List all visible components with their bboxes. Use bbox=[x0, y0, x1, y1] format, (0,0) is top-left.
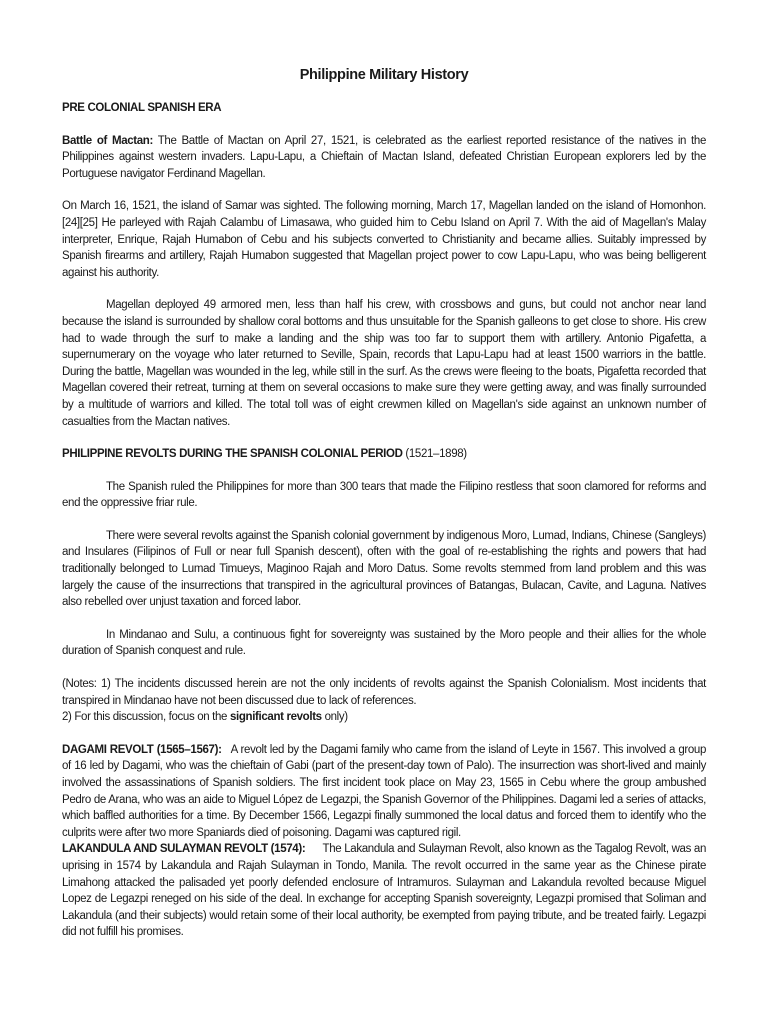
dagami-revolt-text: A revolt led by the Dagami family who came from the island of Leyte in 1567. This involved a group of 16 led by Dagami, who was the chieftain of Gabi (part of the present-day town of Palo). The insurrection was short-lived and mainly involved the assassinations of Spanish soldiers. The first incident took place on May 23, 1565 in Cebu where the group ambushed Pedro de Arana, who was an aide to Miguel López de Legazpi, the Spanish Governor of the Philippines. Dagami led a series of attacks, which baffled authorities for a time. By December 1566, Legazpi finally summoned the local datus and forced them to identify who the culprits were after two more Spaniards died of poisoning. Dagami was captured rigil. bbox=[62, 743, 709, 839]
dagami-revolt-lead: DAGAMI REVOLT (1565–1567): bbox=[62, 743, 222, 756]
section-heading-pre-colonial: PRE COLONIAL SPANISH ERA bbox=[62, 102, 222, 114]
paragraph-battle-of-mactan bbox=[62, 133, 706, 183]
note-1: (Notes: 1) The incidents discussed herein are not the only incidents of revolts against the Spanish Colonialism. Most incidents that transpired in Mindanao have not been discussed due to lack of references. bbox=[62, 678, 706, 707]
note-2-emphasis: significant revolts bbox=[229, 711, 322, 724]
lakandula-revolt-text: The Lakandula and Sulayman Revolt, also known as the Tagalog Revolt, was an uprising in 1574 by Lakandula and Rajah Sulayman in Tondo, Manila. The revolt occurred in the same year as the Chinese pirate Limahong attacked the palisaded yet poorly defended enclosure of Intramuros. Sulayman and Lakandula revolted because Miguel Lopez de Legazpi reneged on his side of the deal. In exchange for accepting Spanish sovereignty, Legazpi promised that Soliman and Lakandula (and their subjects) would retain some of their local authority, be exempted from paying tribute, and be treated fairly. Legazpi did not fulfill his promises. bbox=[62, 843, 709, 939]
paragraph-samar-sighted: On March 16, 1521, the island of Samar was sighted. The following morning, March 17, Magellan landed on the island of Homonhon.[24][25] He parleyed with Rajah Calambu of Limasawa, who guided him to Cebu Island on April 7. With the aid of Magellan's Malay interpreter, Enrique, Rajah Humabon of Cebu and his subjects converted to Christianity and became allies. Suitably impressed by Spanish firearms and artillery, Rajah Humabon suggested that Magellan project power to cow Lapu-Lapu, who was being belligerent against his authority. bbox=[62, 200, 706, 279]
notes-block bbox=[62, 676, 706, 726]
revolts-heading-text: PHILIPPINE REVOLTS DURING THE SPANISH COLONIAL PERIOD bbox=[62, 448, 403, 461]
battle-of-mactan-lead: Battle of Mactan: bbox=[62, 134, 153, 147]
lakandula-revolt-lead: LAKANDULA AND SULAYMAN REVOLT (1574): bbox=[62, 843, 306, 856]
paragraph-mindanao-sulu: In Mindanao and Sulu, a continuous fight for sovereignty was sustained by the Moro people and their allies for the whole duration of Spanish conquest and rule. bbox=[62, 628, 706, 658]
paragraph-lakandula-revolt bbox=[62, 841, 709, 941]
revolt-entries bbox=[62, 742, 709, 941]
note-2-suffix: only) bbox=[321, 711, 348, 724]
paragraph-dagami-revolt bbox=[62, 742, 709, 842]
paragraph-magellan-deployment: Magellan deployed 49 armored men, less than half his crew, with crossbows and guns, but could not anchor near land because the island is surrounded by shallow coral bottoms and thus unsuitable for the Spanish galleons to get close to shore. His crew had to wade through the surf to make a landing and the ship was too far to support them with artillery. Antonio Pigafetta, a supernumerary on the voyage who later returned to Seville, Spain, records that Lapu-Lapu had at least 1500 warriors in the battle. During the battle, Magellan was wounded in the leg, while still in the surf. As the crews were fleeing to the boats, Pigafetta recorded that Magellan covered their retreat, turning at them on several occasions to make sure they were getting away, and was finally surrounded by a multitude of warriors and killed. The total toll was of eight crewmen killed on Magellan's side against an unknown number of casualties from the Mactan natives. bbox=[62, 299, 706, 428]
revolts-heading-range: (1521–1898) bbox=[402, 448, 467, 461]
paragraph-several-revolts: There were several revolts against the Spanish colonial government by indigenous Moro, Lumad, Indians, Chinese (Sangleys) and Insulares (Filipinos of Full or near full Spanish descent), often with the goal of re-establishing the rights and powers that had traditionally belonged to Lumad Timueys, Maginoo Rajah and Moro Datus. Some revolts stemmed from land problem and this was largely the cause of the insurrections that transpired in the agricultural provinces of Batangas, Bulacan, Cavite, and Laguna. Natives also rebelled over unjust taxation and forced labor. bbox=[62, 529, 706, 609]
section-heading-revolts bbox=[62, 446, 706, 463]
note-2 bbox=[62, 709, 706, 726]
document-title: Philippine Military History bbox=[299, 67, 469, 83]
battle-of-mactan-text: The Battle of Mactan on April 27, 1521, is celebrated as the earliest reported resistance of the natives in the Philippines against western invaders. Lapu-Lapu, a Chieftain of Mactan Island, defeated Christian European explorers led by the Portuguese navigator Ferdinand Magellan. bbox=[62, 134, 706, 180]
note-2-prefix: 2) For this discussion, focus on the bbox=[62, 711, 230, 724]
paragraph-spanish-rule: The Spanish ruled the Philippines for more than 300 tears that made the Filipino restless that soon clamored for reforms and end the oppressive friar rule. bbox=[62, 480, 706, 510]
